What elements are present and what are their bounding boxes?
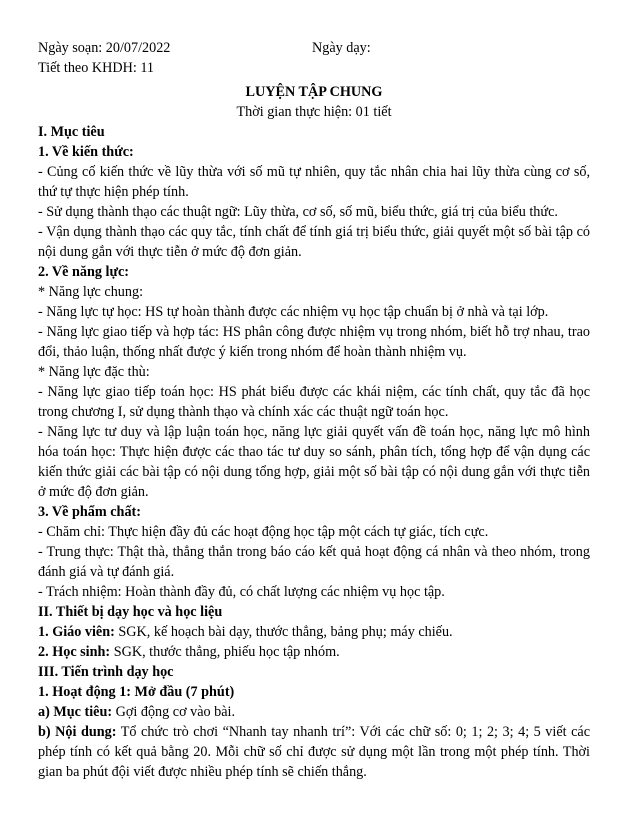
goal-label: a) Mục tiêu: [38,704,113,720]
knowledge-item: - Vận dụng thành thạo các quy tắc, tính chất để tính giá trị biểu thức, giải quyết một số bài tập có nội dung gắn với thực tiễn ở mức độ đơn giản. [38,224,590,260]
competence-item: - Năng lực giao tiếp và hợp tác: HS phân công được nhiệm vụ trong nhóm, biết hỗ trợ nhau, trao đổi, thảo luận, thống nhất được ý kiến trong nhóm để hoàn thành nhiệm vụ. [38,324,590,360]
section-objectives-heading: I. Mục tiêu [38,124,105,140]
goal-line [38,702,590,722]
student-label: 2. Học sinh: [38,644,111,660]
date-taught: Ngày dạy: [312,40,371,56]
competence-heading: 2. Về năng lực: [38,264,130,280]
competence-item: - Năng lực tự học: HS tự hoàn thành được các nhiệm vụ học tập chuẩn bị ở nhà và tại lớp. [38,304,549,320]
teacher-line [38,622,590,642]
activity-1-heading: 1. Hoạt động 1: Mở đầu (7 phút) [38,684,235,700]
teacher-text: SGK, kế hoạch bài dạy, thước thẳng, bảng phụ; máy chiếu. [114,624,453,640]
section-process-heading: III. Tiến trình dạy học [38,664,174,680]
content-text: Tổ chức trò chơi “Nhanh tay nhanh trí”: Với các chữ số: 0; 1; 2; 3; 4; 5 viết các phép tính có kết quả bằng 20. Mỗi chữ số chỉ được sử dụng một lần trong một phép tính. Thời gian ba phút đội viết được nhiều phép tính sẽ chiến thắng. [38,724,590,780]
specific-competence-label: * Năng lực đặc thù: [38,364,150,380]
general-competence-label: * Năng lực chung: [38,284,144,300]
knowledge-heading: 1. Về kiến thức: [38,144,134,160]
content-line [38,722,590,782]
quality-heading: 3. Về phẩm chất: [38,504,141,520]
duration-line: Thời gian thực hiện: 01 tiết [236,104,392,120]
student-text: SGK, thước thẳng, phiếu học tập nhóm. [110,644,340,660]
quality-item: - Trách nhiệm: Hoàn thành đầy đủ, có chất lượng các nhiệm vụ học tập. [38,584,445,600]
goal-text: Gợi động cơ vào bài. [112,704,236,720]
teacher-label: 1. Giáo viên: [38,624,115,640]
header-row [38,38,590,58]
student-line [38,642,590,662]
section-equipment-heading: II. Thiết bị dạy học và học liệu [38,604,223,620]
lesson-plan-page [38,38,590,782]
quality-item: - Trung thực: Thật thà, thẳng thắn trong báo cáo kết quả hoạt động cá nhân và theo nhóm, trong đánh giá và tự đánh giá. [38,544,590,580]
quality-item: - Chăm chỉ: Thực hiện đầy đủ các hoạt động học tập một cách tự giác, tích cực. [38,524,489,540]
content-label: b) Nội dung: [38,724,117,740]
competence-item: - Năng lực tư duy và lập luận toán học, năng lực giải quyết vấn đề toán học, năng lực mô hình hóa toán học: Thực hiện được các thao tác tư duy so sánh, phân tích, tổng hợp để vận dụng các kiến thức giải các bài tập có nội dung tổng hợp, giải một số bài tập có nội dung gắn với thực tiễn ở mức độ đơn giản. [38,424,590,500]
page-title: LUYỆN TẬP CHUNG [245,84,383,100]
knowledge-item: - Củng cố kiến thức về lũy thừa với số mũ tự nhiên, quy tắc nhân chia hai lũy thừa cùng cơ số, thứ tự thực hiện phép tính. [38,164,590,200]
competence-item: - Năng lực giao tiếp toán học: HS phát biểu được các khái niệm, các tính chất, quy tắc đã học trong chương I, sử dụng thành thạo và chính xác các thuật ngữ toán học. [38,384,590,420]
knowledge-item: - Sử dụng thành thạo các thuật ngữ: Lũy thừa, cơ số, số mũ, biểu thức, giá trị của biểu thức. [38,204,558,220]
date-prepared: Ngày soạn: 20/07/2022 [38,40,171,56]
period-line: Tiết theo KHDH: 11 [38,60,154,76]
